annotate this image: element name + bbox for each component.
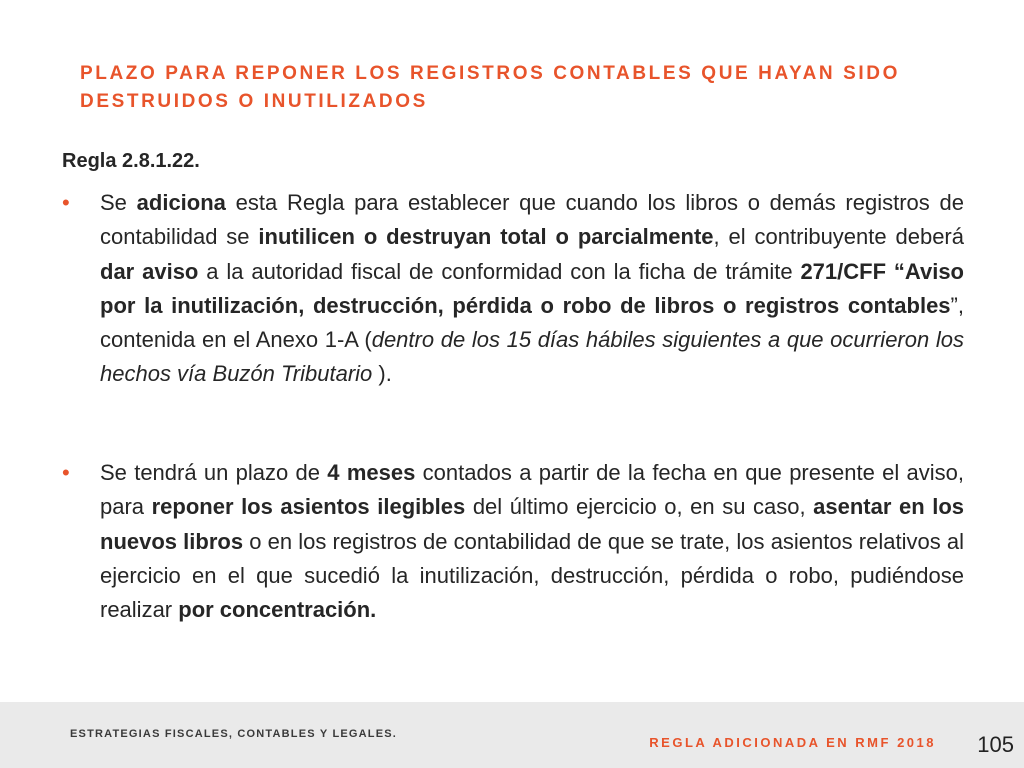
bullet-text-2 <box>100 456 964 627</box>
bullet1-text-part: ”, contenida en el Anexo 1-A ( <box>100 292 964 353</box>
bullet1-text-part: a la autoridad fiscal de conformidad con la ficha de trámite <box>198 258 801 284</box>
bullet-text-1 <box>100 186 964 392</box>
bullet1-text-part: Se <box>100 190 137 215</box>
footer-section-text: REGLA ADICIONADA EN RMF 2018 <box>649 735 936 750</box>
slide-title-line-1: PLAZO PARA REPONER LOS REGISTROS CONTABLES QUE HAYAN SIDO <box>80 63 900 84</box>
bullet2-bold-concentracion: por concentración. <box>178 597 377 623</box>
slide-title <box>80 60 960 116</box>
bullet2-bold-4-meses: 4 meses <box>327 460 416 485</box>
bullet2-text-part: Se tendrá un plazo de <box>100 460 328 485</box>
footer-bar <box>0 702 1024 768</box>
bullet1-text-part: esta Regla para establecer que cuando los libros o demás registros de contabilidad se <box>100 190 964 250</box>
bullet-item-2 <box>62 456 964 627</box>
bullet1-bold-inutilicen: inutilicen o destruyan total o parcialmente <box>258 224 714 250</box>
bullet1-text-part: ). <box>372 361 392 387</box>
bullet2-text-part: o en los registros de contabilidad de que se trate, los asientos relativos al ejercicio en el que sucedió la inutilización, destrucción, pérdida o robo, pudiéndose realizar <box>100 528 964 623</box>
page-number: 105 <box>977 732 1014 757</box>
bullet1-bold-dar-aviso: dar aviso <box>100 258 199 284</box>
bullet2-text-part: del último ejercicio o, en su caso, <box>465 494 814 520</box>
footer-company-text: ESTRATEGIAS FISCALES, CONTABLES Y LEGALES. <box>70 728 398 740</box>
bullet2-bold-reponer: reponer los asientos ilegibles <box>151 494 466 520</box>
bullet2-bold-asentar: asentar en los nuevos libros <box>100 494 964 554</box>
rule-label: Regla 2.8.1.22. <box>62 150 200 172</box>
bullet1-bold-ficha: 271/CFF “Aviso por la inutilización, destrucción, pérdida o robo de libros o registros contables <box>100 258 964 318</box>
bullet1-italic-plazo: dentro de los 15 días hábiles siguientes a que ocurrieron los hechos vía Buzón Tributario <box>100 327 964 387</box>
bullet-marker-icon: • <box>62 190 70 215</box>
bullet2-text-part: contados a partir de la fecha en que presente el aviso, para <box>100 460 964 520</box>
bullet-marker-icon: • <box>62 460 70 485</box>
bullet1-text-part: , el contribuyente deberá <box>713 224 964 250</box>
bullet-item-1 <box>62 186 964 392</box>
bullet1-bold-adiciona: adiciona <box>136 190 226 215</box>
slide-title-line-2: DESTRUIDOS O INUTILIZADOS <box>80 91 428 112</box>
